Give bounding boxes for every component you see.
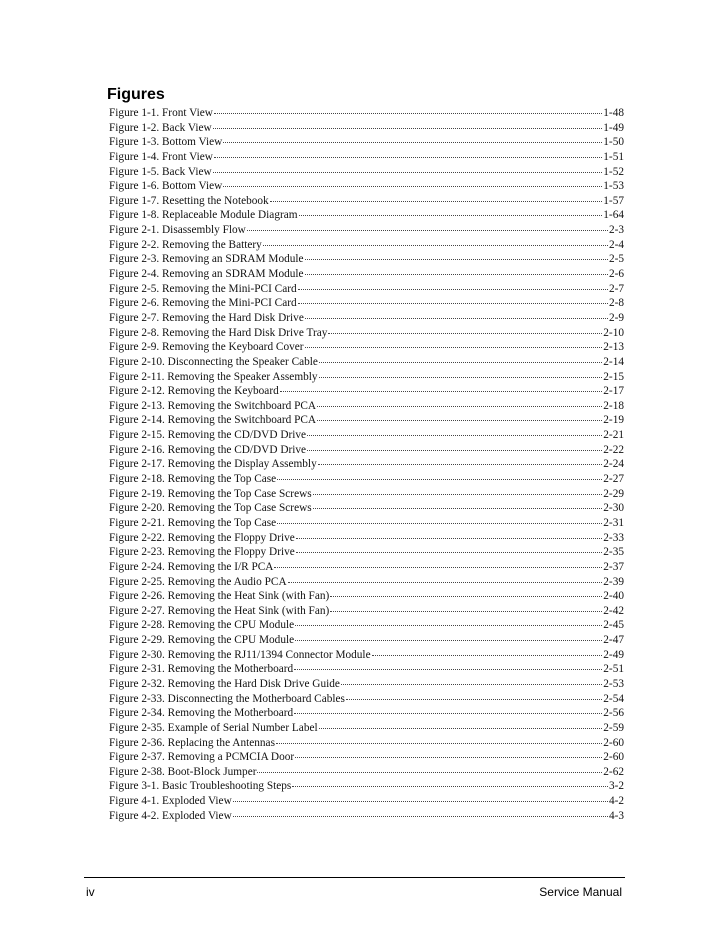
- toc-entry-page: 2-29: [603, 487, 624, 500]
- dot-leader: [280, 390, 603, 392]
- toc-entry[interactable]: [109, 282, 624, 297]
- dot-leader: [305, 346, 603, 348]
- toc-entry[interactable]: [109, 501, 624, 516]
- dot-leader: [328, 332, 602, 334]
- toc-entry-label: Figure 4-1. Exploded View: [109, 795, 232, 808]
- toc-entry-label: Figure 2-16. Removing the CD/DVD Drive: [109, 443, 307, 456]
- toc-entry[interactable]: [109, 589, 624, 604]
- toc-entry-label: Figure 2-13. Removing the Switchboard PCA: [109, 399, 317, 412]
- dot-leader: [294, 668, 602, 670]
- toc-entry[interactable]: [109, 677, 624, 692]
- dot-leader: [276, 742, 602, 744]
- toc-entry-page: 2-60: [603, 736, 624, 749]
- dot-leader: [317, 419, 602, 421]
- dot-leader: [330, 610, 602, 612]
- toc-entry-label: Figure 1-1. Front View: [109, 107, 213, 119]
- toc-entry-page: 2-6: [608, 268, 624, 281]
- toc-entry-label: Figure 2-27. Removing the Heat Sink (with Fan): [109, 604, 330, 617]
- dot-leader: [299, 214, 603, 216]
- toc-entry-page: 4-3: [608, 809, 624, 822]
- toc-entry[interactable]: [109, 296, 624, 311]
- toc-entry-page: 2-35: [603, 546, 624, 559]
- dot-leader: [318, 463, 603, 465]
- toc-entry-label: Figure 2-20. Removing the Top Case Screws: [109, 502, 312, 515]
- toc-entry[interactable]: [109, 692, 624, 707]
- footer-title: Service Manual: [539, 885, 622, 899]
- toc-entry[interactable]: [109, 809, 624, 824]
- toc-entry[interactable]: [109, 721, 624, 736]
- toc-entry-label: Figure 3-1. Basic Troubleshooting Steps: [109, 780, 292, 793]
- toc-entry-label: Figure 1-5. Back View: [109, 165, 212, 178]
- dot-leader: [330, 595, 602, 597]
- toc-entry-page: 2-42: [603, 604, 624, 617]
- toc-entry-label: Figure 2-3. Removing an SDRAM Module: [109, 253, 304, 266]
- toc-entry-page: 1-52: [603, 165, 624, 178]
- toc-entry-page: 2-19: [603, 414, 624, 427]
- dot-leader: [213, 171, 603, 173]
- toc-entry-page: 4-2: [608, 795, 624, 808]
- toc-entry-page: 2-39: [603, 575, 624, 588]
- dot-leader: [298, 288, 608, 290]
- toc-entry-page: 2-15: [603, 370, 624, 383]
- toc-entry-label: Figure 2-9. Removing the Keyboard Cover: [109, 341, 304, 354]
- toc-entry-label: Figure 1-3. Bottom View: [109, 136, 223, 149]
- toc-entry[interactable]: [109, 531, 624, 546]
- dot-leader: [214, 156, 602, 158]
- toc-entry-label: Figure 2-38. Boot-Block Jumper: [109, 765, 257, 778]
- toc-entry-page: 2-8: [608, 297, 624, 310]
- dot-leader: [292, 785, 608, 787]
- dot-leader: [295, 624, 602, 626]
- toc-entry[interactable]: [109, 443, 624, 458]
- toc-entry[interactable]: [109, 736, 624, 751]
- toc-entry-page: 1-49: [603, 121, 624, 134]
- toc-entry-page: 2-14: [603, 355, 624, 368]
- toc-entry[interactable]: [109, 208, 624, 223]
- dot-leader: [307, 434, 602, 436]
- toc-entry-label: Figure 2-33. Disconnecting the Motherboard Cables: [109, 692, 345, 705]
- toc-entry[interactable]: [109, 194, 624, 209]
- dot-leader: [233, 800, 608, 802]
- toc-entry[interactable]: [109, 428, 624, 443]
- figures-list: [109, 106, 624, 823]
- toc-entry-label: Figure 2-8. Removing the Hard Disk Drive Tray: [109, 326, 328, 339]
- toc-entry[interactable]: [109, 472, 624, 487]
- dot-leader: [305, 258, 608, 260]
- toc-entry-page: 1-50: [603, 136, 624, 149]
- toc-entry-page: 2-56: [603, 707, 624, 720]
- toc-entry[interactable]: [109, 545, 624, 560]
- toc-entry[interactable]: [109, 179, 624, 194]
- dot-leader: [319, 727, 603, 729]
- toc-entry-label: Figure 2-10. Disconnecting the Speaker Cable: [109, 355, 318, 368]
- dot-leader: [346, 698, 602, 700]
- toc-entry-page: 2-10: [603, 326, 624, 339]
- toc-entry-label: Figure 2-19. Removing the Top Case Screws: [109, 487, 312, 500]
- dot-leader: [305, 273, 608, 275]
- toc-entry-page: 2-45: [603, 619, 624, 632]
- toc-entry-page: 1-57: [603, 194, 624, 207]
- toc-entry-label: Figure 2-5. Removing the Mini-PCI Card: [109, 282, 297, 295]
- toc-entry-label: Figure 2-4. Removing an SDRAM Module: [109, 268, 304, 281]
- toc-entry[interactable]: [109, 516, 624, 531]
- toc-entry-label: Figure 2-1. Disassembly Flow: [109, 224, 246, 237]
- dot-leader: [263, 244, 608, 246]
- dot-leader: [214, 112, 602, 114]
- toc-entry-page: 2-47: [603, 634, 624, 647]
- toc-entry[interactable]: [109, 370, 624, 385]
- toc-entry-label: Figure 2-6. Removing the Mini-PCI Card: [109, 297, 297, 310]
- toc-entry[interactable]: [109, 223, 624, 238]
- dot-leader: [247, 229, 608, 231]
- dot-leader: [317, 405, 602, 407]
- toc-entry-page: 1-48: [603, 107, 624, 119]
- dot-leader: [213, 127, 603, 129]
- toc-entry-page: 1-64: [603, 209, 624, 222]
- toc-entry[interactable]: [109, 121, 624, 136]
- toc-entry[interactable]: [109, 457, 624, 472]
- toc-entry[interactable]: [109, 340, 624, 355]
- toc-entry-label: Figure 2-14. Removing the Switchboard PCA: [109, 414, 317, 427]
- toc-entry-label: Figure 2-35. Example of Serial Number Label: [109, 721, 318, 734]
- toc-entry-page: 2-54: [603, 692, 624, 705]
- toc-entry[interactable]: [109, 487, 624, 502]
- dot-leader: [233, 815, 608, 817]
- toc-entry-page: 2-49: [603, 648, 624, 661]
- toc-entry[interactable]: [109, 560, 624, 575]
- section-heading: Figures: [107, 86, 165, 103]
- toc-entry-page: 2-22: [603, 443, 624, 456]
- dot-leader: [319, 361, 602, 363]
- toc-entry-label: Figure 1-4. Front View: [109, 150, 213, 163]
- toc-entry-label: Figure 2-18. Removing the Top Case: [109, 473, 277, 486]
- toc-entry-page: 2-5: [608, 253, 624, 266]
- toc-entry-label: Figure 2-22. Removing the Floppy Drive: [109, 531, 295, 544]
- toc-entry[interactable]: [109, 355, 624, 370]
- toc-entry-label: Figure 1-2. Back View: [109, 121, 212, 134]
- dot-leader: [341, 683, 602, 685]
- toc-entry-page: 2-53: [603, 677, 624, 690]
- toc-entry[interactable]: [109, 633, 624, 648]
- toc-entry-page: 2-62: [603, 765, 624, 778]
- dot-leader: [277, 478, 602, 480]
- dot-leader: [305, 317, 608, 319]
- toc-entry[interactable]: [109, 150, 624, 165]
- toc-entry-label: Figure 2-12. Removing the Keyboard: [109, 385, 279, 398]
- toc-entry-page: 2-9: [608, 311, 624, 324]
- toc-entry-label: Figure 2-28. Removing the CPU Module: [109, 619, 295, 632]
- toc-entry[interactable]: [109, 604, 624, 619]
- dot-leader: [288, 581, 603, 583]
- toc-entry-page: 2-59: [603, 721, 624, 734]
- toc-entry-page: 2-4: [608, 238, 624, 251]
- toc-entry-label: Figure 2-37. Removing a PCMCIA Door: [109, 751, 295, 764]
- toc-entry-page: 2-40: [603, 590, 624, 603]
- footer-page-number: iv: [86, 885, 95, 899]
- toc-entry-label: Figure 2-25. Removing the Audio PCA: [109, 575, 287, 588]
- toc-entry-label: Figure 2-30. Removing the RJ11/1394 Connector Module: [109, 648, 371, 661]
- toc-entry-page: 2-60: [603, 751, 624, 764]
- dot-leader: [223, 141, 602, 143]
- toc-entry[interactable]: [109, 135, 624, 150]
- toc-entry-page: 2-31: [603, 516, 624, 529]
- toc-entry-label: Figure 1-8. Replaceable Module Diagram: [109, 209, 298, 222]
- toc-entry-page: 2-51: [603, 663, 624, 676]
- toc-entry[interactable]: [109, 779, 624, 794]
- dot-leader: [313, 493, 603, 495]
- toc-entry-label: Figure 2-29. Removing the CPU Module: [109, 634, 295, 647]
- toc-entry-label: Figure 1-6. Bottom View: [109, 180, 223, 193]
- toc-entry[interactable]: [109, 706, 624, 721]
- toc-entry-page: 2-13: [603, 341, 624, 354]
- toc-entry[interactable]: [109, 106, 624, 121]
- toc-entry-label: Figure 2-31. Removing the Motherboard: [109, 663, 294, 676]
- toc-entry[interactable]: [109, 311, 624, 326]
- toc-entry-page: 2-30: [603, 502, 624, 515]
- toc-entry[interactable]: [109, 413, 624, 428]
- toc-entry-label: Figure 1-7. Resetting the Notebook: [109, 194, 269, 207]
- toc-entry[interactable]: [109, 399, 624, 414]
- dot-leader: [372, 654, 603, 656]
- dot-leader: [295, 756, 602, 758]
- toc-entry-page: 2-7: [608, 282, 624, 295]
- toc-entry[interactable]: [109, 794, 624, 809]
- dot-leader: [296, 551, 603, 553]
- dot-leader: [295, 639, 602, 641]
- toc-entry-page: 2-18: [603, 399, 624, 412]
- toc-entry-page: 2-27: [603, 473, 624, 486]
- dot-leader: [277, 522, 602, 524]
- toc-entry[interactable]: [109, 662, 624, 677]
- dot-leader: [307, 449, 602, 451]
- toc-entry-page: 1-51: [603, 150, 624, 163]
- toc-entry-page: 2-3: [608, 224, 624, 237]
- dot-leader: [296, 537, 603, 539]
- dot-leader: [270, 200, 603, 202]
- dot-leader: [298, 302, 608, 304]
- toc-entry[interactable]: [109, 326, 624, 341]
- dot-leader: [274, 566, 602, 568]
- toc-entry-label: Figure 2-36. Replacing the Antennas: [109, 736, 275, 749]
- toc-entry[interactable]: [109, 238, 624, 253]
- footer-rule: [84, 877, 625, 878]
- toc-entry-page: 3-2: [608, 780, 624, 793]
- toc-entry-label: Figure 2-2. Removing the Battery: [109, 238, 262, 251]
- dot-leader: [313, 507, 603, 509]
- toc-entry[interactable]: [109, 765, 624, 780]
- toc-entry-label: Figure 2-15. Removing the CD/DVD Drive: [109, 429, 307, 442]
- toc-entry-label: Figure 2-17. Removing the Display Assembly: [109, 458, 317, 471]
- toc-entry-label: Figure 2-34. Removing the Motherboard: [109, 707, 294, 720]
- toc-entry[interactable]: [109, 384, 624, 399]
- toc-entry[interactable]: [109, 648, 624, 663]
- toc-entry-label: Figure 4-2. Exploded View: [109, 809, 232, 822]
- toc-entry-label: Figure 2-21. Removing the Top Case: [109, 516, 277, 529]
- toc-entry-page: 1-53: [603, 180, 624, 193]
- toc-entry-label: Figure 2-24. Removing the I/R PCA: [109, 560, 274, 573]
- toc-entry-page: 2-37: [603, 560, 624, 573]
- dot-leader: [319, 376, 603, 378]
- toc-entry-label: Figure 2-23. Removing the Floppy Drive: [109, 546, 295, 559]
- toc-entry-label: Figure 2-32. Removing the Hard Disk Drive Guide: [109, 677, 340, 690]
- toc-entry[interactable]: [109, 575, 624, 590]
- toc-entry-page: 2-33: [603, 531, 624, 544]
- dot-leader: [257, 771, 602, 773]
- toc-entry[interactable]: [109, 267, 624, 282]
- toc-entry[interactable]: [109, 165, 624, 180]
- dot-leader: [223, 185, 602, 187]
- toc-entry-label: Figure 2-26. Removing the Heat Sink (with Fan): [109, 590, 330, 603]
- dot-leader: [294, 712, 602, 714]
- toc-entry-page: 2-17: [603, 385, 624, 398]
- toc-entry-page: 2-21: [603, 429, 624, 442]
- toc-entry-page: 2-24: [603, 458, 624, 471]
- toc-entry[interactable]: [109, 750, 624, 765]
- toc-entry-label: Figure 2-11. Removing the Speaker Assembly: [109, 370, 318, 383]
- toc-entry[interactable]: [109, 252, 624, 267]
- toc-entry-label: Figure 2-7. Removing the Hard Disk Drive: [109, 311, 304, 324]
- toc-entry[interactable]: [109, 618, 624, 633]
